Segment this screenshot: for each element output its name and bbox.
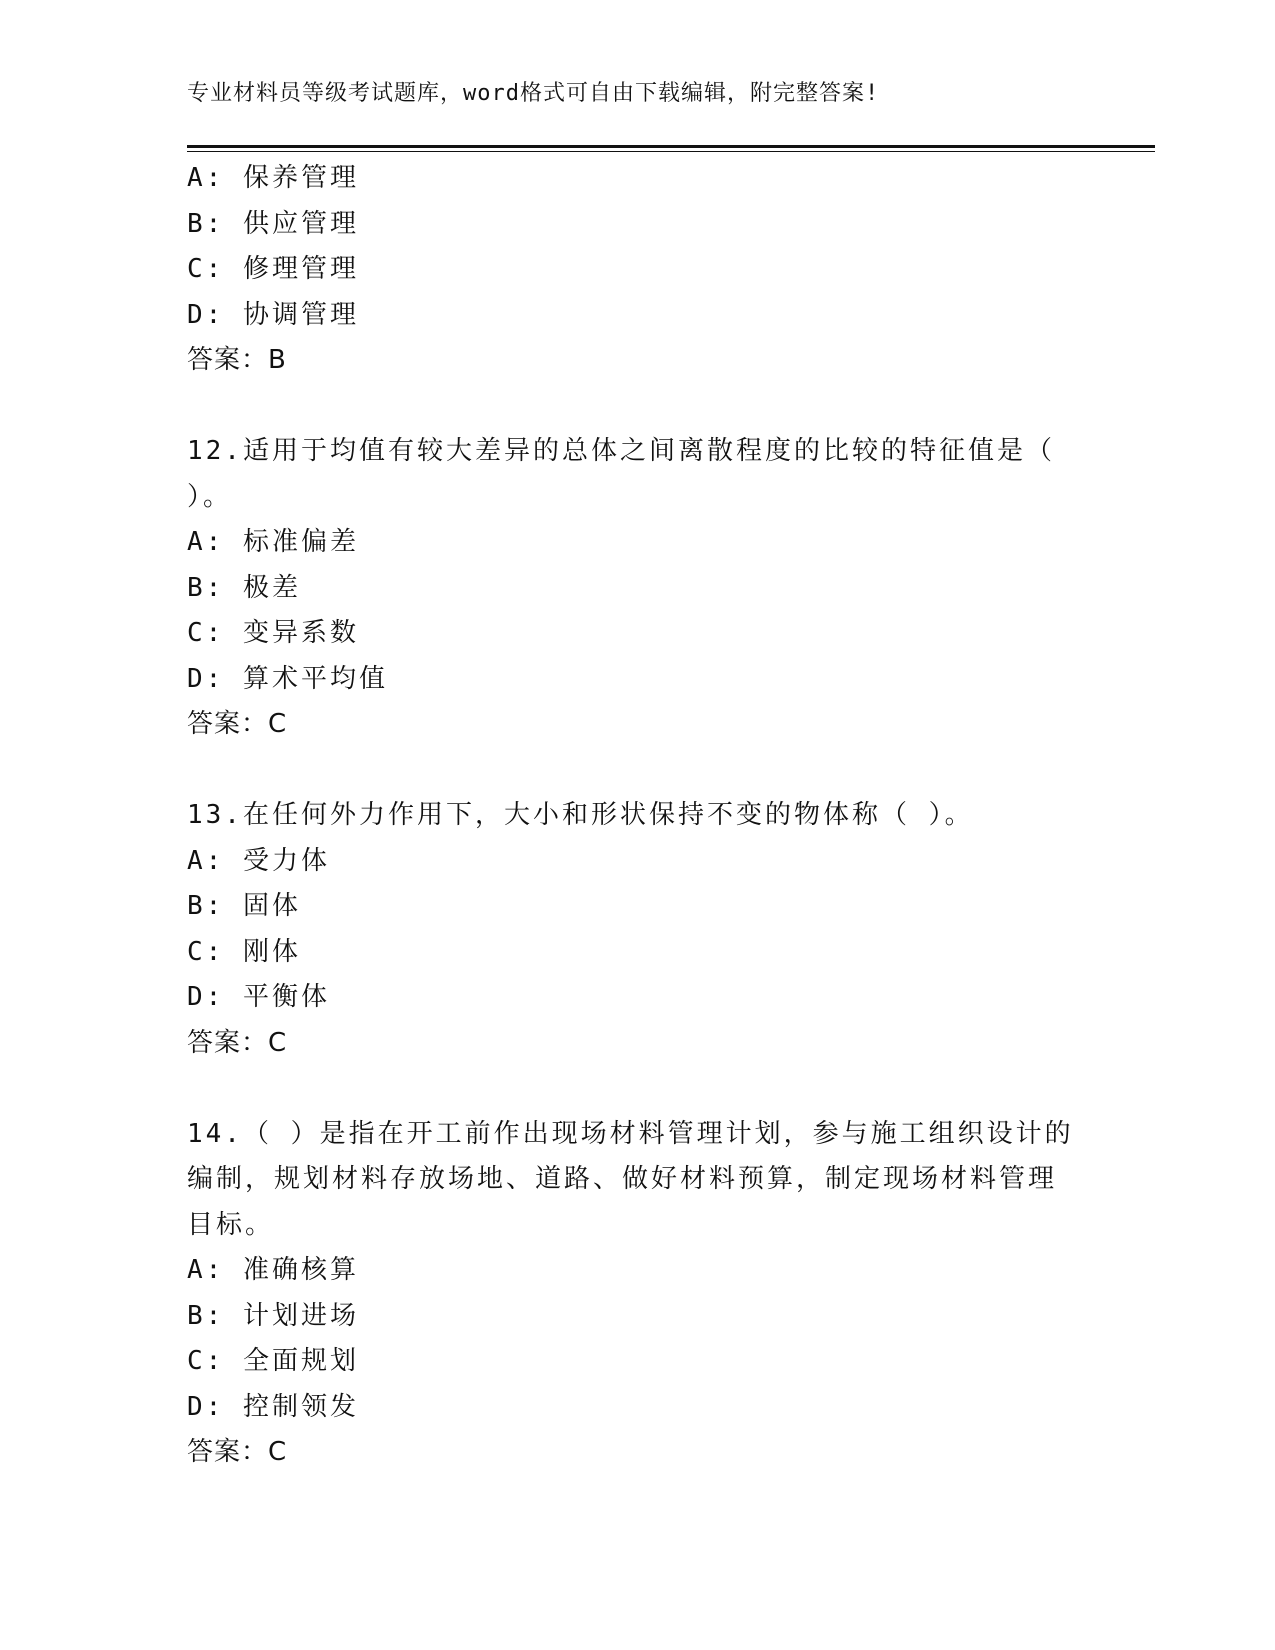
- question-stem-line: 14.（ ）是指在开工前作出现场材料管理计划，参与施工组织设计的: [187, 1118, 1074, 1149]
- option-d: D: 算术平均值: [187, 663, 388, 694]
- spacer: [187, 748, 1087, 794]
- answer: 答案：C: [187, 1027, 288, 1058]
- option-a: A: 受力体: [187, 845, 330, 876]
- question-block-13: [187, 793, 1087, 1066]
- question-block-11: [187, 156, 1087, 384]
- option-d: D: 控制领发: [187, 1391, 359, 1422]
- answer: 答案：B: [187, 345, 287, 375]
- answer: 答案：C: [187, 709, 288, 739]
- question-stem-line: 编制，规划材料存放场地、道路、做好材料预算，制定现场材料管理: [187, 1164, 1058, 1194]
- option-d: D: 平衡体: [187, 982, 330, 1012]
- option-a: A: 标准偏差: [187, 527, 359, 557]
- option-b: B: 固体: [187, 891, 301, 921]
- option-a: A: 准确核算: [187, 1255, 359, 1285]
- option-d: D: 协调管理: [187, 299, 359, 330]
- option-b: B: 计划进场: [187, 1300, 359, 1331]
- question-stem-line: 12.适用于均值有较大差异的总体之间离散程度的比较的特征值是（: [187, 436, 1055, 466]
- option-a: A: 保养管理: [187, 163, 359, 193]
- option-c: C: 变异系数: [187, 618, 359, 648]
- question-block-12: [187, 429, 1087, 748]
- header-rule-thin: [187, 151, 1155, 152]
- option-b: B: 供应管理: [187, 208, 359, 239]
- page-header: 专业材料员等级考试题库，word格式可自由下载编辑，附完整答案!: [187, 81, 880, 106]
- answer: 答案：C: [187, 1437, 288, 1467]
- question-stem-line: 13.在任何外力作用下，大小和形状保持不变的物体称（ ）。: [187, 800, 974, 830]
- option-c: C: 修理管理: [187, 254, 359, 284]
- header-rule-thick: [187, 145, 1155, 148]
- option-c: C: 刚体: [187, 936, 301, 967]
- question-list: [187, 156, 1087, 1476]
- spacer: [187, 384, 1087, 430]
- spacer: [187, 1066, 1087, 1112]
- option-c: C: 全面规划: [187, 1346, 359, 1376]
- question-stem-line: 目标。: [187, 1209, 275, 1240]
- question-block-14: [187, 1112, 1087, 1476]
- option-b: B: 极差: [187, 572, 301, 603]
- question-stem-line: ）。: [187, 481, 233, 512]
